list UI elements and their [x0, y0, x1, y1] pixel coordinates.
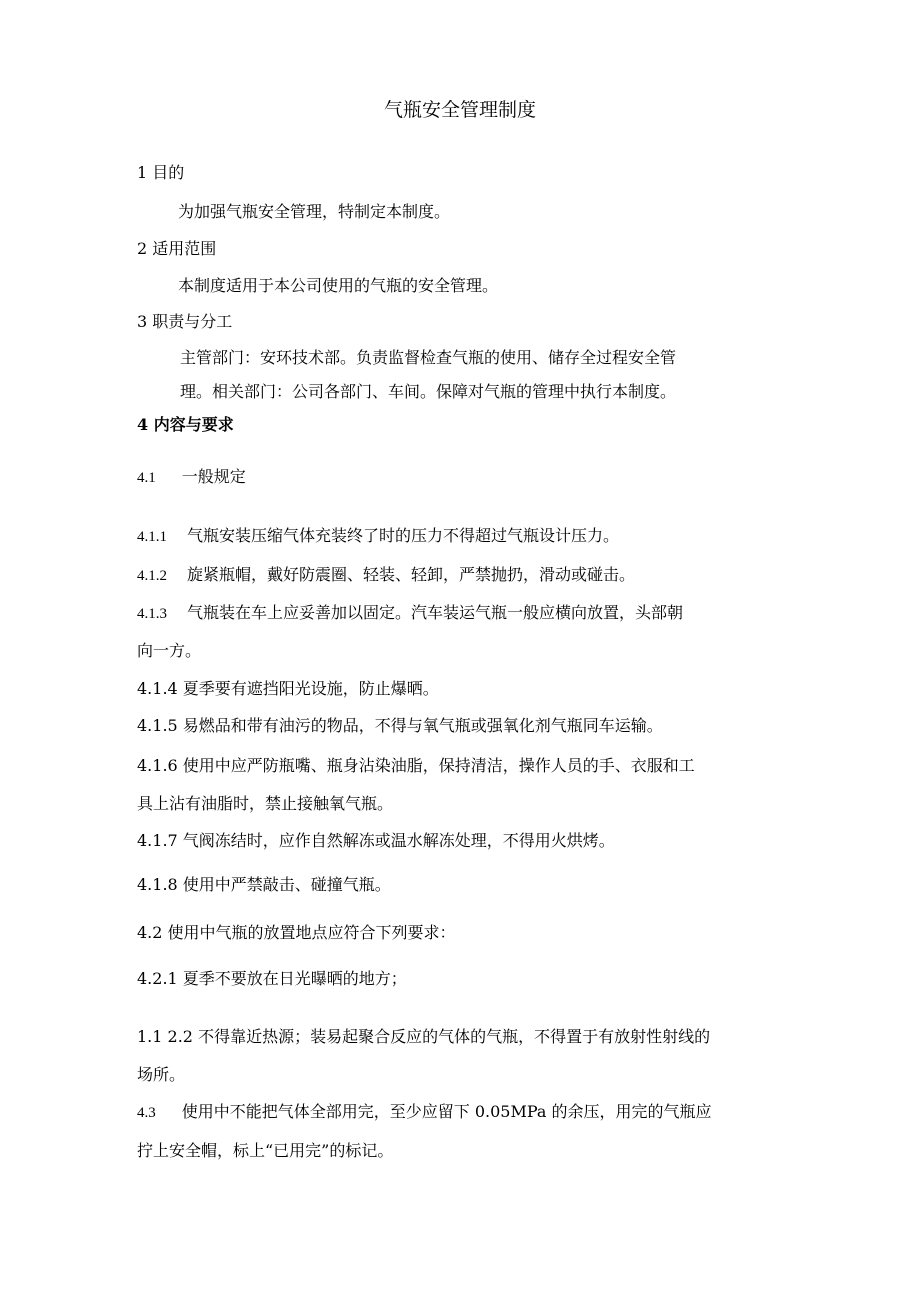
clause-4-2: 4.2 使用中气瓶的放置地点应符合下列要求：	[137, 923, 456, 942]
clause-4-1-number: 4.1	[137, 470, 156, 486]
clause-4-3-line-1	[137, 1104, 712, 1121]
section-3-body-line-1: 主管部门：安环技术部。负责监督检查气瓶的使用、储存全过程安全管	[180, 348, 677, 367]
section-3-heading: 3 职责与分工	[137, 312, 233, 331]
section-2-body: 本制度适用于本公司使用的气瓶的安全管理。	[178, 276, 499, 295]
document-title: 气瓶安全管理制度	[383, 99, 536, 121]
clause-4-1-5: 4.1.5 易燃品和带有油污的物品，不得与氧气瓶或强氧化剂气瓶同车运输。	[137, 716, 663, 735]
clause-4-1-text: 一般规定	[181, 467, 246, 486]
clause-4-3-line-2: 拧上安全帽，标上“已用完”的标记。	[137, 1141, 394, 1160]
clause-4-1-2	[137, 567, 635, 584]
clause-4-1-6-line-2: 具上沾有油脂时，禁止接触氧气瓶。	[137, 794, 394, 813]
section-2-heading: 2 适用范围	[137, 239, 217, 258]
clause-4-1-1-text: 气瓶安装压缩气体充装终了时的压力不得超过气瓶设计压力。	[187, 526, 620, 545]
clause-4-1	[137, 469, 246, 486]
section-1-heading: 1 目的	[137, 163, 185, 182]
clause-4-1-3-line-2: 向一方。	[137, 641, 202, 660]
clause-4-1-1	[137, 528, 619, 545]
clause-4-1-8: 4.1.8 使用中严禁敲击、碰撞气瓶。	[137, 875, 391, 894]
clause-4-1-2-text: 旋紧瓶帽，戴好防震圈、轻装、轻卸，严禁抛扔，滑动或碰击。	[187, 565, 636, 584]
clause-4-1-3-text: 气瓶装在车上应妥善加以固定。汽车装运气瓶一般应横向放置，头部朝	[187, 603, 684, 622]
section-1-body: 为加强气瓶安全管理，特制定本制度。	[178, 202, 451, 221]
clause-4-3-number: 4.3	[137, 1105, 156, 1121]
clause-4-1-7: 4.1.7 气阀冻结时，应作自然解冻或温水解冻处理，不得用火烘烤。	[137, 831, 615, 850]
clause-2-2-line-1: 1.1 2.2 不得靠近热源；装易起聚合反应的气体的气瓶，不得置于有放射性射线的	[137, 1027, 711, 1046]
clause-4-1-1-number: 4.1.1	[137, 529, 167, 545]
clause-2-2-line-2: 场所。	[137, 1065, 186, 1084]
clause-4-1-6-line-1: 4.1.6 使用中应严防瓶嘴、瓶身沾染油脂，保持清洁，操作人员的手、衣服和工	[137, 756, 695, 775]
clause-4-2-1: 4.2.1 夏季不要放在日光曝晒的地方；	[137, 969, 407, 988]
clause-4-1-2-number: 4.1.2	[137, 568, 167, 584]
section-4-heading: 4 内容与要求	[137, 415, 234, 434]
section-3-body-line-2: 理。相关部门：公司各部门、车间。保障对气瓶的管理中执行本制度。	[180, 382, 677, 401]
clause-4-1-4: 4.1.4 夏季要有遮挡阳光设施，防止爆晒。	[137, 679, 439, 698]
clause-4-1-3-line-1	[137, 605, 683, 622]
clause-4-1-3-number: 4.1.3	[137, 606, 167, 622]
clause-4-3-text: 使用中不能把气体全部用完，至少应留下 0.05MPa 的余压，用完的气瓶应	[181, 1102, 712, 1121]
